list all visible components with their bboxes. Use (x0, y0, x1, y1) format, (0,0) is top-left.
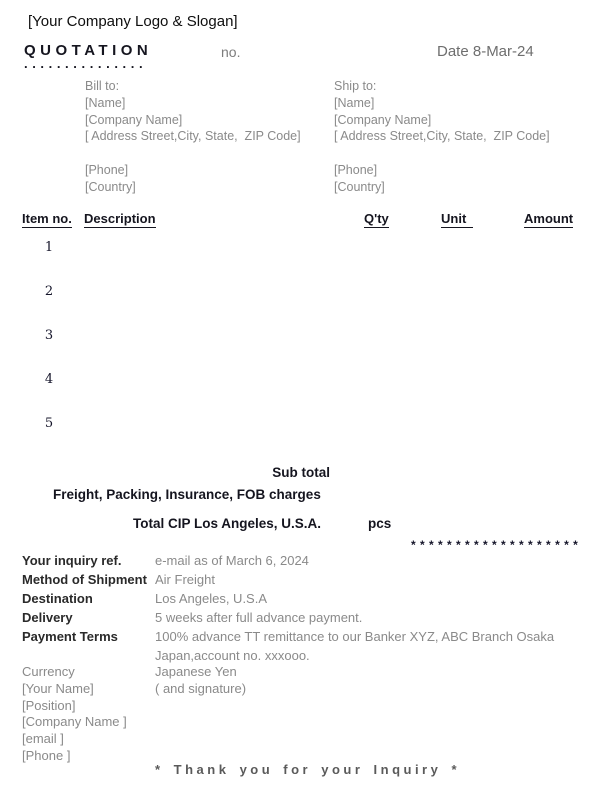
ship-to-address: [ Address Street,City, State, ZIP Code] (334, 129, 550, 144)
detail-label: Your inquiry ref. (22, 553, 122, 568)
signature-label: [Position] (22, 697, 76, 713)
column-header-item-no: Item no. (22, 211, 72, 226)
freight-charges-label: Freight, Packing, Insurance, FOB charges (53, 487, 321, 502)
document-date: Date 8-Mar-24 (437, 43, 534, 60)
ship-to-phone: [Phone] (334, 162, 378, 177)
signature-label: [Phone ] (22, 747, 71, 763)
signature-value: Japanese Yen (155, 664, 237, 679)
detail-value: 5 weeks after full advance payment. (155, 610, 363, 625)
bill-to-name: [Name] (85, 95, 126, 110)
detail-row-delivery (22, 608, 600, 627)
sub-total-label: Sub total (272, 465, 330, 480)
detail-value: 100% advance TT remittance to our Banker XYZ, ABC Branch Osaka Japan,account no. xxxooo. (155, 629, 558, 663)
signature-label: Currency (22, 664, 75, 679)
ship-to-company: [Company Name] (334, 112, 432, 127)
terms-details-block (22, 551, 600, 665)
table-row-item-number: 2 (44, 284, 54, 299)
detail-label: Method of Shipment (22, 572, 147, 587)
sender-signature-block (22, 664, 600, 765)
bill-to-block (85, 78, 345, 196)
detail-value: Los Angeles, U.S.A (155, 591, 268, 606)
bill-to-heading: Bill to: (85, 79, 120, 93)
asterisk-divider: * * * * * * * * * * * * * * * * * * * (411, 538, 579, 552)
ship-to-name: [Name] (334, 95, 375, 110)
document-title: QUOTATION (24, 42, 153, 59)
total-unit-label: pcs (368, 516, 392, 531)
detail-row-destination (22, 589, 600, 608)
column-header-amount: Amount (524, 211, 574, 226)
detail-value: e-mail as of March 6, 2024 (155, 553, 309, 568)
dotted-divider: ............... (24, 56, 148, 71)
signature-row-your-name (22, 681, 600, 698)
table-row-item-number: 5 (44, 416, 54, 431)
column-header-description: Description (84, 211, 156, 226)
column-header-qty: Q'ty (364, 211, 389, 226)
detail-row-inquiry-ref (22, 551, 600, 570)
signature-row-currency (22, 664, 600, 681)
column-header-unit: Unit (441, 211, 473, 228)
detail-label: Payment Terms (22, 629, 118, 644)
detail-label: Destination (22, 591, 93, 606)
signature-value: ( and signature) (155, 680, 247, 696)
signature-row-company (22, 714, 600, 731)
signature-label: [email ] (22, 731, 64, 747)
ship-to-country: [Country] (334, 179, 385, 194)
signature-label: [Company Name ] (22, 714, 127, 730)
bill-to-company: [Company Name] (85, 112, 183, 127)
signature-label: [Your Name] (22, 680, 94, 696)
company-logo-placeholder: [Your Company Logo & Slogan] (28, 13, 238, 30)
ship-to-heading: Ship to: (334, 79, 377, 93)
signature-row-position (22, 698, 600, 715)
signature-row-email (22, 731, 600, 748)
detail-row-payment-terms (22, 627, 600, 665)
table-row-item-number: 1 (44, 240, 54, 255)
bill-to-phone: [Phone] (85, 162, 129, 177)
table-row-item-number: 3 (44, 328, 54, 343)
thank-you-message: * Thank you for your Inquiry * (155, 762, 461, 777)
total-label: Total CIP Los Angeles, U.S.A. (133, 516, 322, 531)
bill-to-country: [Country] (85, 179, 136, 194)
quotation-number-label: no. (221, 44, 241, 60)
detail-value: Air Freight (155, 572, 215, 587)
detail-row-shipment-method (22, 570, 600, 589)
ship-to-block (334, 78, 594, 196)
bill-to-address: [ Address Street,City, State, ZIP Code] (85, 129, 301, 144)
detail-label: Delivery (22, 610, 73, 625)
table-row-item-number: 4 (44, 372, 54, 387)
